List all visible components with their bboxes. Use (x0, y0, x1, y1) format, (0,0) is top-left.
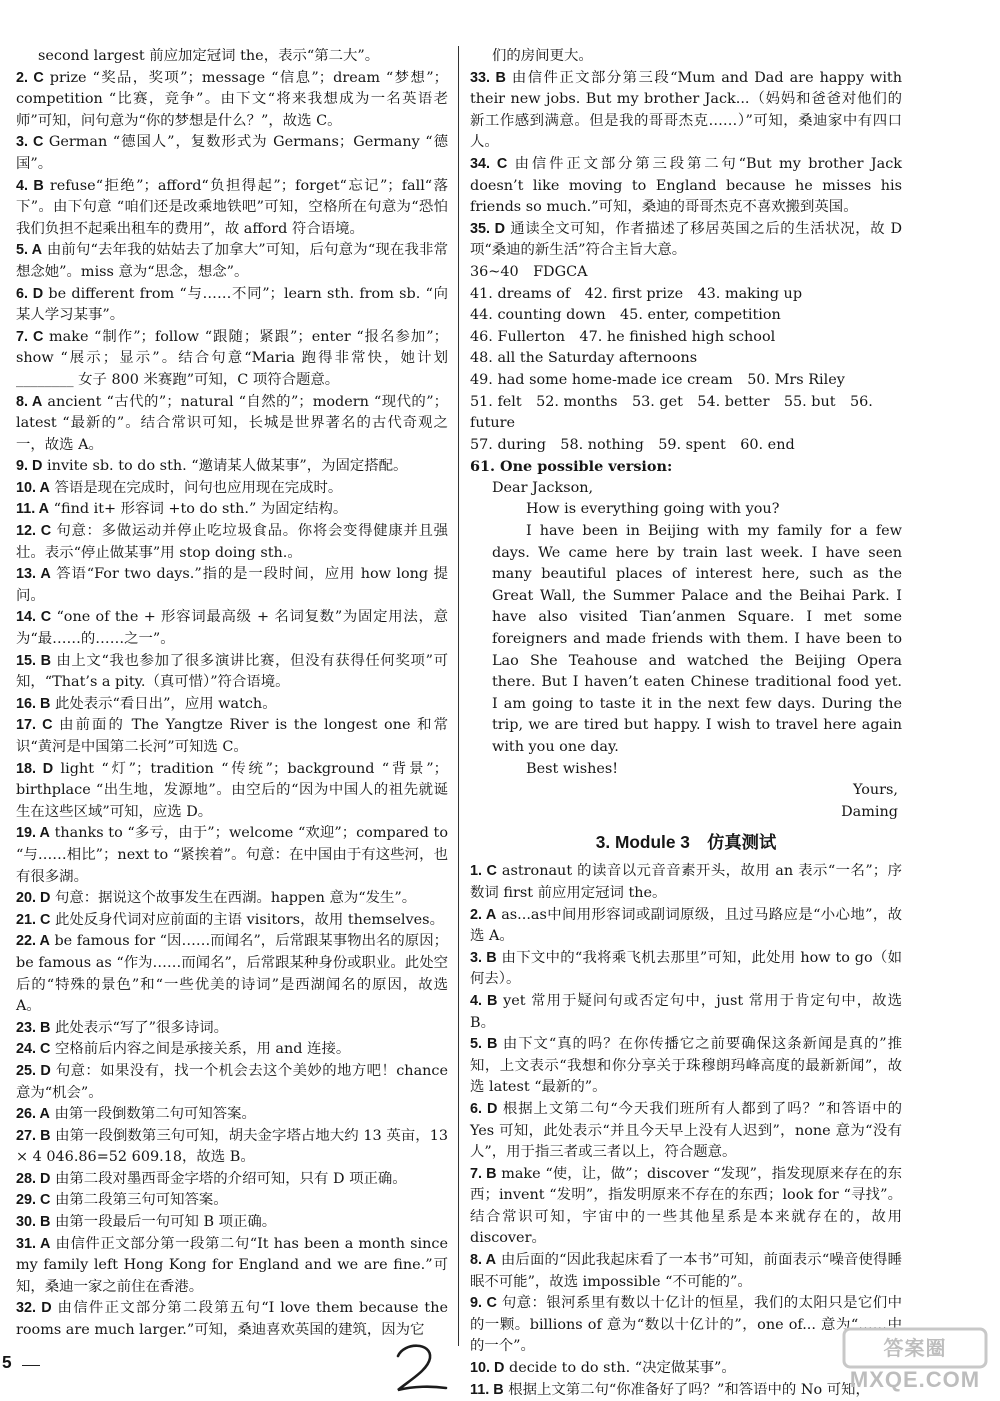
answer-number: 22. A (16, 933, 50, 950)
essay-paragraph: Best wishes! (526, 760, 619, 777)
answer-number: 8. A (16, 393, 43, 410)
answer-number: 31. A (16, 1235, 51, 1252)
answer-text: decide to do sth. “决定做某事”。 (508, 1360, 736, 1377)
answer-text: “one of the + 形容词最高级 + 名词复数”为固定用法，意为“最……的……之一”。 (16, 609, 448, 648)
answer-number: 6. D (470, 1100, 498, 1117)
page-number-dash (22, 1365, 40, 1366)
answer-entry (16, 1018, 448, 1040)
answer-entry (16, 1298, 448, 1341)
answer-number: 10. A (16, 479, 50, 496)
answer-number: 2. C (16, 69, 44, 86)
handwritten-mark (380, 1340, 460, 1395)
answer-number: 13. A (16, 566, 51, 583)
answer-number: 4. B (16, 177, 44, 194)
answer-number: 8. A (470, 1252, 497, 1269)
answer-entry (16, 1126, 448, 1169)
answer-text: 由信件正文部分第三段“Mum and Dad are happy with their new jobs. But my brother Jack...（妈妈和爸爸对他们的新工作感到满意。但是我的哥哥杰克……）”可知，桑迪家中有四口人。 (470, 69, 902, 151)
answer-number: 9. D (16, 458, 43, 475)
answer-text: be different from “与……不同”；learn sth. from sb. “向某人学习某事”。 (16, 285, 448, 324)
answer-number: 3. B (470, 949, 497, 966)
answer-text: second largest 前应加定冠词 the，表示“第二大”。 (38, 48, 380, 64)
essay-salutation: Dear Jackson, (492, 479, 594, 496)
answer-text: German “德国人”，复数形式为 Germans；Germany “德国”。 (16, 134, 448, 172)
answer-text: “find it+ 形容词 +to do sth.” 为固定结构。 (53, 501, 348, 518)
answer-entry (470, 154, 902, 219)
answer-entry (16, 1234, 448, 1299)
answer-number: 20. D (16, 890, 51, 907)
essay-paragraph: I have been in Beijing with my family for a few days. We came here by train last week. I have seen many beautiful places of interest here, such as the Great Wall, the Summer Palace and the Beihai Park. I have also visited Tian’anmen Square. I met some foreigners and made friends with them. I have been to Lao She Teahouse and watched the Beijing Opera there. But I haven’t eaten Chinese traditional food yet. I am going to taste it in the next few days. During the trip, we are tired but happy. I wish to travel here again with you one day. (492, 523, 902, 755)
answer-entry (16, 607, 448, 650)
answer-text: 此处表示“看日出”，应用 watch。 (54, 695, 277, 712)
answer-text: 空格前后内容之间是承接关系，用 and 连接。 (54, 1041, 351, 1058)
answer-entry (16, 176, 448, 241)
answer-text: light “灯”；tradition “传统”；background “背景”；birthplace “出生地，发源地”。由空后的“因为中国人的祖先就诞生在这些区域”可知，应选 D。 (16, 760, 448, 820)
answer-text: as...as中间用形容词或副词原级，且过马路应是“小心地”，故选 A。 (470, 906, 903, 945)
answer-text: thanks to “多亏，由于”；welcome “欢迎”；compared to “与……相比”；next to “紧挨着”。句意：在中国由于有这些河，也有很多湖。 (16, 825, 448, 885)
answer-text: 句意：多做运动并停止吃垃圾食品。你将会变得健康并且强壮。表示“停止做某事”用 stop doing sth.。 (16, 523, 448, 561)
answer-entry (470, 1380, 902, 1401)
answer-number: 29. C (16, 1192, 51, 1209)
answer-number: 1. C (470, 863, 497, 880)
essay-paragraph: How is everything going with you? (526, 501, 780, 518)
answer-text: 答语是现在完成时，问句也应用现在完成时。 (54, 479, 343, 496)
answer-text: 此处表示“写了”很多诗词。 (54, 1019, 228, 1036)
answer-line: 48. all the Saturday afternoons (470, 350, 698, 367)
answer-number: 32. D (16, 1300, 52, 1317)
answer-entry (470, 1099, 902, 1164)
answer-text: 句意：据说这个故事发生在西湖。happen 意为“发生”。 (54, 890, 417, 907)
answer-number: 27. B (16, 1127, 51, 1144)
answer-number: 19. A (16, 825, 50, 842)
answer-entry (16, 823, 448, 888)
answer-text: 句意：如果没有，找一个机会去这个美妙的地方吧！chance 意为“机会”。 (16, 1062, 448, 1101)
answer-number: 2. A (470, 906, 497, 923)
section-title: 3. Module 3 仿真测试 (595, 832, 777, 853)
answer-entry (470, 905, 902, 948)
answer-line: 44. counting down 45. enter, competition (470, 307, 781, 324)
answer-text: 由前句“去年我的姑姑去了加拿大”可知，后句意为“现在我非常想念她”。miss 意为“思念，想念”。 (16, 242, 449, 280)
answer-entry (16, 1061, 448, 1104)
answer-entry (16, 499, 448, 521)
answer-number: 24. C (16, 1041, 51, 1058)
answer-line: 61. One possible version: (470, 458, 673, 476)
answer-entry (16, 456, 448, 478)
answer-text: prize “奖品，奖项”；message “信息”；dream “梦想”；competition “比赛，竞争”。由下文“将来我想成为一名英语老师”可知，问句意为“你的梦想是什么？”，故选 C。 (16, 69, 448, 129)
answer-number: 21. C (16, 911, 51, 928)
sample-essay (470, 478, 902, 780)
essay-signature: Daming (841, 803, 898, 820)
answer-text: 由第二段对墨西哥金字塔的介绍可知，只有 D 项正确。 (54, 1170, 407, 1187)
answer-text: 此处反身代词对应前面的主语 visitors，故用 themselves。 (54, 911, 444, 928)
answer-entry (16, 1039, 448, 1061)
answer-text: 句意：银河系里有数以十亿计的恒星，我们的太阳只是它们中的一颗。billions of 意为“数以十亿计的”，one of... 意为“……中的一个”。 (470, 1295, 902, 1355)
answer-number: 5. B (470, 1036, 498, 1053)
answer-text: yet 常用于疑问句或否定句中，just 常用于肯定句中，故选 B。 (470, 992, 902, 1031)
answer-entry (16, 694, 448, 716)
answer-text: 由下文“真的吗？在你传播它之前要确保这条新闻是真的”推知，上文表示“我想和你分享关于珠穆朗玛峰高度的最新新闻”，故选 latest “最新的”。 (470, 1036, 902, 1096)
answer-number: 11. B (470, 1381, 504, 1398)
answer-text: be famous for “因……而闻名”，后常跟某事物出名的原因；be famous as “作为……而闻名”，后常跟某种身份或职业。此处空后的“特殊的景色”和“一些优美的诗词”是西湖闻名的原因，故选 A。 (16, 933, 448, 1015)
answer-number: 4. B (470, 992, 498, 1009)
answer-number: 23. B (16, 1019, 51, 1036)
answer-entry (16, 1212, 448, 1234)
answer-text: 由第一段倒数第三句可知，胡夫金字塔占地大约 13 英亩，13 × 4 046.86=52 609.18，故选 B。 (16, 1127, 449, 1166)
answer-entry (16, 132, 448, 175)
answer-number: 5. A (16, 242, 43, 259)
answer-text: 由第二段第三句可知答案。 (54, 1192, 228, 1209)
answer-entry (16, 1190, 448, 1212)
answer-entry (16, 910, 448, 932)
answer-number: 7. B (470, 1165, 497, 1182)
answer-number: 9. C (470, 1295, 497, 1312)
column-divider (458, 46, 459, 1346)
essay-closing: Yours, (852, 782, 898, 799)
answer-entry (470, 219, 902, 262)
answer-line: 41. dreams of 42. first prize 43. making up (470, 285, 803, 302)
answer-entry (470, 68, 902, 154)
answer-number: 12. C (16, 523, 52, 540)
answer-entry (16, 68, 448, 133)
answer-text: 由信件正文部分第三段第二句“But my brother Jack doesn’t like moving to England because he misses his friends so much.”可知，桑迪的哥哥杰克不喜欢搬到英国。 (470, 155, 902, 216)
answer-number: 14. C (16, 609, 52, 626)
answer-number: 15. B (16, 652, 52, 669)
answer-entry (470, 948, 902, 991)
answer-entry (470, 46, 902, 68)
answer-text: 由下文中的“我将乘飞机去那里”可知，此处用 how to go（如何去）。 (470, 949, 902, 988)
answer-number: 25. D (16, 1062, 51, 1079)
page-number: 5 (2, 1352, 12, 1372)
svg-text:答案圈: 答案圈 (883, 1338, 947, 1360)
answer-text: 由后面的“因此我起床看了一本书”可知，前面表示“噪音使得睡眠不可能”，故选 impossible “不可能的”。 (470, 1252, 903, 1290)
answer-entry (16, 651, 448, 694)
answer-entry (16, 564, 448, 607)
answer-entry (16, 240, 448, 283)
answer-text: make “使，让，做”；discover “发现”，指发现原来存在的东西；invent “发明”，指发明原来不存在的东西；look for “寻找”。结合常识可知，宇宙中的一些其他星系是本来就存在的，故用 discover。 (470, 1165, 902, 1247)
answer-entry (16, 759, 448, 824)
answer-line: 57. during 58. nothing 59. spent 60. end (470, 436, 795, 453)
answer-entry (470, 1164, 902, 1250)
answer-entry (16, 1169, 448, 1191)
answer-entry (470, 991, 902, 1034)
answer-entry (16, 888, 448, 910)
answer-number: 3. C (16, 134, 44, 151)
answer-text: refuse“拒绝”；afford“负担得起”；forget“忘记”；fall“落下”。由下句意 “咱们还是改乘地铁吧”可知，空格所在句意为“恐怕我们负担不起乘出租车的费用”，故 afford 符合语境。 (16, 177, 448, 237)
right-column (470, 46, 902, 1401)
answer-text: 通读全文可知，作者描述了移居英国之后的生活状况，故 D 项“桑迪的新生活”符合主旨大意。 (470, 220, 902, 259)
answer-text: 答语“For two days.”指的是一段时间，应用 how long 提问。 (16, 566, 448, 604)
answer-text: ancient “古代的”；natural “自然的”；modern “现代的”；latest “最新的”。结合常识可知，长城是世界著名的古代奇观之一，故选 A。 (16, 393, 449, 453)
answer-entry (16, 392, 448, 457)
answer-number: 26. A (16, 1106, 50, 1123)
answer-number: 33. B (470, 69, 506, 86)
answer-line: 51. felt 52. months 53. get 54. better 55. but 56. future (470, 393, 873, 432)
answer-line: 46. Fullerton 47. he finished high school (470, 328, 776, 345)
answer-entry (470, 1250, 902, 1293)
answer-number: 7. C (16, 328, 44, 345)
answer-text: 根据上文第二句“今天我们班所有人都到了吗？”和答语中的 Yes 可知，此处表示“并且今天早上没有人迟到”，none 意为“没有人”，用于指三者或三者以上，符合题意。 (470, 1100, 902, 1161)
answer-entry (470, 1034, 902, 1099)
answer-number: 28. D (16, 1170, 51, 1187)
answer-entry (16, 521, 448, 564)
answer-entry (16, 327, 448, 392)
answer-number: 34. C (470, 155, 508, 172)
answer-entry (470, 1293, 902, 1358)
answer-text: 由第一段最后一句可知 B 项正确。 (54, 1214, 277, 1231)
answer-number: 16. B (16, 695, 51, 712)
answer-entry (16, 715, 448, 758)
answer-text: 由信件正文部分第一段第二句“It has been a month since my family left Hong Kong for England and we are fine.”可知，桑迪一家之前住在香港。 (16, 1235, 448, 1295)
answer-text: astronaut 的读音以元音音素开头，故用 an 表示“一名”；序数词 first 前应用定冠词 the。 (470, 863, 902, 901)
answer-text: 由信件正文部分第二段第五句“I love them because the rooms are much larger.”可知，桑迪喜欢英国的建筑，因为它 (16, 1300, 448, 1339)
answer-text: 由第一段倒数第二句可知答案。 (54, 1106, 256, 1123)
answer-text: 由上文“我也参加了很多演讲比赛，但没有获得任何奖项”可知，“That’s a pity.（真可惜）”符合语境。 (16, 652, 449, 691)
answer-text: invite sb. to do sth. “邀请某人做某事”，为固定搭配。 (46, 458, 408, 475)
answer-entry (16, 46, 448, 68)
answer-number: 17. C (16, 717, 53, 734)
left-column (16, 46, 448, 1342)
answer-entry (470, 1358, 902, 1380)
answer-text: 由前面的 The Yangtze River is the longest one 和常识“黄河是中国第二长河”可知选 C。 (16, 717, 448, 755)
answer-number: 11. A (16, 501, 50, 518)
answer-entry (470, 861, 902, 904)
answer-number: 35. D (470, 220, 506, 237)
answer-number: 30. B (16, 1214, 51, 1231)
answer-entry (16, 478, 448, 500)
answer-number: 10. D (470, 1360, 505, 1377)
answer-entry (16, 931, 448, 1017)
watermark-logo (840, 1325, 990, 1393)
answer-number: 18. D (16, 760, 54, 777)
answer-number: 6. D (16, 285, 44, 302)
answer-text: make “制作”；follow “跟随；紧跟”；enter “报名参加”；show “展示；显示”。结合句意“Maria 跑得非常快，她计划________ 女子 800 米赛跑”可知，C 项符合题意。 (16, 328, 449, 388)
answer-line: 49. had some home-made ice cream 50. Mrs Riley (470, 371, 845, 388)
answer-line: 36~40 FDGCA (470, 263, 588, 280)
answer-entry (16, 284, 448, 327)
answer-entry (16, 1104, 448, 1126)
svg-text:MXQE.COM: MXQE.COM (849, 1367, 981, 1392)
answer-text: 根据上文第二句“你准备好了吗？”和答语中的 No 可知， (508, 1381, 870, 1398)
answer-text: 们的房间更大。 (492, 48, 593, 64)
